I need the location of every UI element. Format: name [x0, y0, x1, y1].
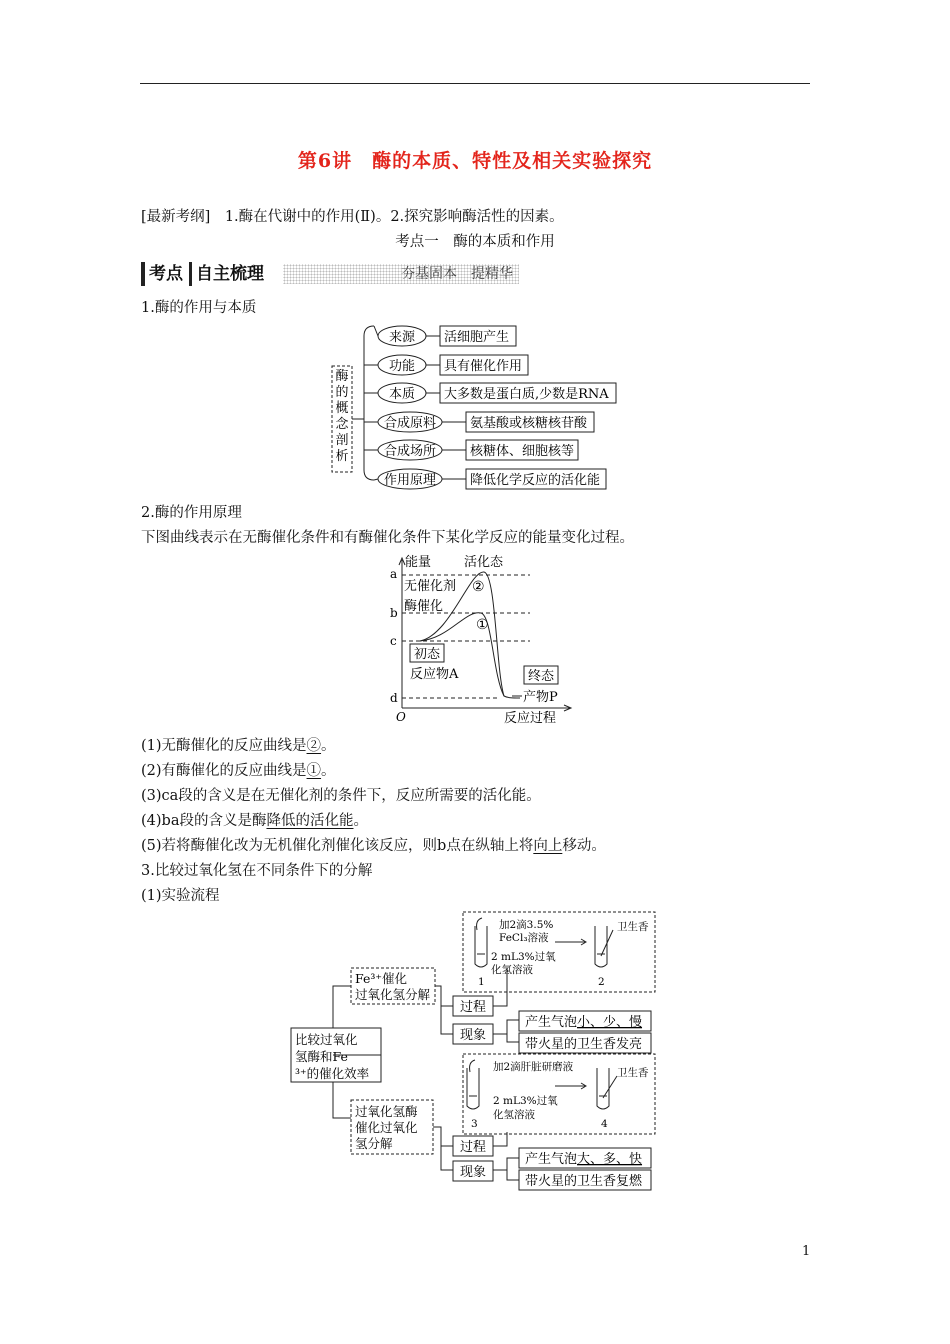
q5-text: (5)若将酶催化改为无机催化剂催化该反应，则b点在纵轴上将 [141, 838, 534, 854]
incense-label-2: 卫生香 [617, 1067, 649, 1079]
question-2 [141, 759, 336, 780]
concept-row-2 [378, 355, 528, 375]
flow-root-line-3: ³⁺的催化效率 [295, 1066, 370, 1081]
concept-row-3 [378, 383, 616, 403]
tick-c: c [390, 634, 397, 648]
concept-row-6 [378, 469, 606, 489]
branch1-process-label: 过程 [460, 1000, 487, 1015]
tick-b: b [390, 606, 398, 620]
banner-label-zizhu: 自主梳理 [189, 262, 264, 286]
graph-x-label: 反应过程 [504, 711, 557, 726]
tube-2-label: 2 [598, 976, 605, 988]
flow-root-line-2: 氢酶和Fe [295, 1049, 348, 1064]
energy-graph [380, 550, 580, 730]
exam-outline: [最新考纲] 1.酶在代谢中的作用(Ⅱ)。2.探究影响酶活性的因素。 [141, 209, 564, 225]
q4-text: (4)ba段的含义是酶 [141, 813, 267, 829]
concept-root-char-5: 剖 [335, 433, 349, 448]
question-3: (3)ca段的含义是在无催化剂的条件下，反应所需要的活化能。 [141, 788, 541, 804]
question-4 [141, 809, 368, 830]
q4-suffix: 。 [353, 813, 368, 829]
tube-3 [467, 1068, 479, 1109]
label-curve-1: ① [476, 617, 489, 633]
b1-reagent2: FeCl₃溶液 [499, 932, 549, 944]
banner-slogan: 夯基固本 提精华 [283, 264, 519, 284]
question-5 [141, 834, 606, 855]
flow-root-line-1: 比较过氧化 [295, 1032, 358, 1047]
tick-a: a [390, 567, 398, 581]
tube-1 [475, 926, 487, 967]
branch2-line-3: 氢分解 [355, 1136, 393, 1151]
banner-label-kaodian: 考点 [141, 262, 187, 286]
q2-answer: ① [306, 763, 322, 779]
branch2-phenomenon-label: 现象 [460, 1165, 487, 1180]
section-banner [141, 262, 521, 286]
product-label: 产物P [523, 690, 558, 705]
label-curve-2: ② [472, 579, 485, 595]
branch1-result1 [525, 1014, 642, 1030]
tube-3-label: 3 [471, 1118, 478, 1130]
initial-state-label: 初态 [414, 647, 441, 662]
header-rule [140, 83, 810, 84]
label-enzyme: 酶催化 [404, 599, 444, 614]
b1-result1-answer: 小、少、慢 [577, 1015, 643, 1030]
b2-h2o2-1: 2 mL3%过氧 [493, 1095, 558, 1107]
branch2-process-label: 过程 [460, 1140, 487, 1155]
final-state-label: 终态 [528, 669, 555, 684]
concept-value-2: 具有催化作用 [444, 359, 523, 374]
tube-4-label: 4 [601, 1118, 608, 1130]
concept-row-1 [378, 326, 516, 346]
tick-d: d [390, 691, 398, 705]
concept-key-3: 本质 [388, 387, 416, 402]
b2-reagent: 加2滴肝脏研磨液 [493, 1061, 574, 1073]
q1-suffix: 。 [321, 738, 336, 754]
branch1-result2: 带火星的卫生香发亮 [525, 1037, 643, 1052]
section3-heading: 3.比较过氧化氢在不同条件下的分解 [141, 863, 373, 879]
concept-row-5 [378, 440, 578, 460]
q1-text: (1)无酶催化的反应曲线是 [141, 738, 307, 754]
concept-key-1: 来源 [388, 330, 416, 345]
page-number: 1 [802, 1244, 811, 1259]
branch1-line-2: 过氧化氢分解 [355, 987, 431, 1002]
q5-answer: 向上 [533, 838, 563, 854]
branch1-phenomenon-label: 现象 [460, 1028, 487, 1043]
b1-h2o2-1: 2 mL3%过氧 [491, 951, 556, 963]
q2-text: (2)有酶催化的反应曲线是 [141, 763, 307, 779]
tube-4 [597, 1068, 609, 1109]
concept-value-4: 氨基酸或核糖核苷酸 [470, 416, 588, 431]
concept-key-2: 功能 [388, 359, 416, 374]
tube-1-label: 1 [478, 976, 485, 988]
concept-root-char-2: 的 [335, 385, 349, 400]
enzyme-concept-map [330, 322, 620, 494]
branch2-result2: 带火星的卫生香复燃 [525, 1174, 643, 1189]
concept-root-char-6: 析 [335, 449, 349, 464]
b2-h2o2-2: 化氢溶液 [493, 1109, 535, 1121]
reactant-label: 反应物A [410, 667, 459, 682]
kaodian-title: 考点一 酶的本质和作用 [395, 234, 555, 250]
section3-subheading: (1)实验流程 [141, 888, 220, 904]
label-no-catalyst: 无催化剂 [404, 579, 457, 594]
concept-key-6: 作用原理 [383, 473, 437, 488]
q1-answer: ② [306, 738, 322, 754]
concept-root-char-1: 酶 [335, 369, 349, 384]
concept-root-char-3: 概 [335, 401, 349, 416]
branch2-line-1: 过氧化氢酶 [355, 1104, 418, 1119]
b2-result1-prefix: 产生气泡 [525, 1152, 578, 1167]
concept-row-4 [378, 412, 594, 432]
concept-value-3: 大多数是蛋白质,少数是RNA [444, 387, 609, 402]
concept-key-5: 合成场所 [383, 444, 437, 459]
section2-heading: 2.酶的作用原理 [141, 505, 242, 521]
incense-label-1: 卫生香 [617, 921, 649, 933]
q4-answer: 降低的活化能 [266, 813, 354, 829]
q5-suffix: 移动。 [562, 838, 606, 854]
b1-reagent1: 加2滴3.5% [499, 919, 554, 931]
section1-heading: 1.酶的作用与本质 [141, 300, 257, 316]
concept-root-char-4: 念 [335, 417, 349, 432]
graph-activated-label: 活化态 [464, 555, 504, 570]
branch1-line-1: Fe³⁺催化 [355, 971, 407, 986]
page-title: 第6讲 酶的本质、特性及相关实验探究 [297, 150, 653, 172]
q2-suffix: 。 [321, 763, 336, 779]
concept-value-6: 降低化学反应的活化能 [470, 473, 601, 488]
graph-origin: O [396, 710, 406, 724]
branch2-result1 [525, 1151, 642, 1167]
b2-result1-answer: 大、多、快 [577, 1152, 643, 1167]
graph-y-label: 能量 [405, 555, 432, 570]
concept-value-5: 核糖体、细胞核等 [470, 444, 575, 459]
b1-result1-prefix: 产生气泡 [525, 1015, 578, 1030]
section2-intro: 下图曲线表示在无酶催化条件和有酶催化条件下某化学反应的能量变化过程。 [141, 530, 634, 546]
branch2-line-2: 催化过氧化 [355, 1120, 418, 1135]
concept-key-4: 合成原料 [383, 416, 437, 431]
b1-h2o2-2: 化氢溶液 [491, 964, 533, 976]
question-1 [141, 734, 336, 755]
experiment-flow [285, 908, 665, 1198]
concept-value-1: 活细胞产生 [444, 330, 510, 345]
